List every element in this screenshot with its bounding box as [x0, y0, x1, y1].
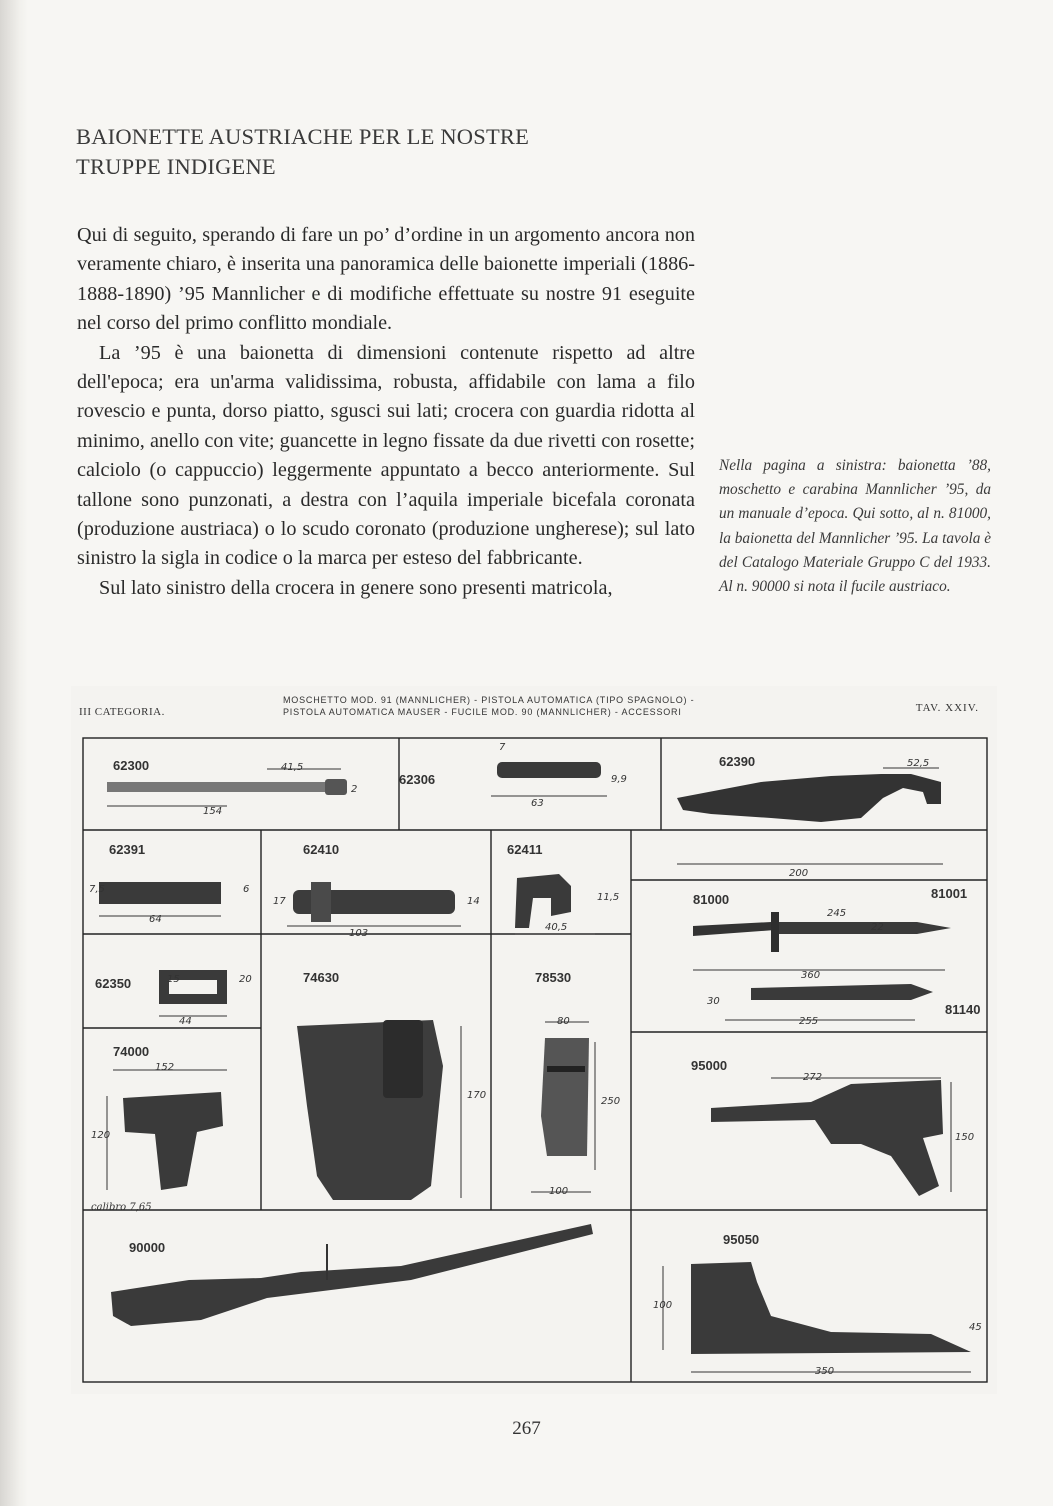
- code-81000: 81000: [693, 892, 730, 907]
- code-81140: 81140: [945, 1002, 981, 1017]
- dim-103: 103: [349, 928, 369, 939]
- paragraph-1: Qui di seguito, sperando di fare un po’ d’ordine in un argomento ancora non veramente chiaro, è inserita una panoramica delle baionette imperiali (1886-1888-1890) ’95 Mannlicher e di modifiche effettuate su nostre 91 eseguite nel corso del primo conflitto mondiale.: [77, 224, 695, 335]
- dim-100: 100: [549, 1186, 569, 1197]
- heading-line-1: BAIONETTE AUSTRIACHE PER LE NOSTRE: [76, 124, 530, 149]
- code-62306: 62306: [399, 772, 436, 787]
- dim-272: 272: [803, 1072, 823, 1083]
- code-62410: 62410: [303, 842, 340, 857]
- calibre-caption: calibro 7,65: [91, 1202, 152, 1213]
- dim-120: 120: [91, 1130, 111, 1141]
- dim-80: 80: [557, 1016, 570, 1027]
- part-62410-drawing: [287, 882, 461, 926]
- catalogue-plate: [71, 686, 997, 1394]
- dim-255: 255: [799, 1016, 819, 1027]
- dim-40-5: 40,5: [545, 922, 568, 933]
- plate-number: TAV. XXIV.: [915, 702, 979, 714]
- dim-250: 250: [601, 1096, 621, 1107]
- code-62391: 62391: [109, 842, 146, 857]
- code-62300: 62300: [113, 758, 150, 773]
- strap-78530-drawing: [531, 1022, 595, 1192]
- dim-245: 245: [827, 908, 847, 919]
- dim-152: 152: [155, 1062, 175, 1073]
- dim-170: 170: [467, 1090, 487, 1101]
- paragraph-2: La ’95 è una baionetta di dimensioni contenute rispetto ad altre dell'epoca; era un'arma validissima, robusta, affidabile con lama a filo rovescio e punta, dorso piatto, sgusci sui lati; crocera con guardia ridotta al minimo, anello con vite; guancette in legno fissate da due rivetti con rosette; calciolo (o cappuccio) leggermente appuntato a becco anteriormente. Sul tallone sono punzonati, a destra con l’aquila imperiale bicefala coronata (produzione austriaca) o lo scudo coronato (produzione ungherese); sul lato sinistro la sigla in codice o la marca per esteso del fabbricante.: [77, 341, 695, 570]
- dim-350: 350: [815, 1366, 835, 1377]
- code-74000: 74000: [113, 1044, 150, 1059]
- dim-45: 45: [969, 1322, 982, 1333]
- dim-20: 20: [239, 974, 252, 985]
- code-62350: 62350: [95, 976, 132, 991]
- dim-17: 17: [273, 896, 286, 907]
- dim-52-5: 52,5: [907, 758, 930, 769]
- dim-7-5: 7,5: [89, 884, 105, 895]
- code-90000: 90000: [129, 1240, 166, 1255]
- dim-64: 64: [149, 914, 162, 925]
- dim-6: 6: [243, 884, 250, 895]
- code-95000: 95000: [691, 1058, 728, 1073]
- section-heading: [76, 122, 636, 182]
- side-note-caption: Nella pagina a sinistra: baionetta ’88, moschetto e carabina Mannlicher ’95, da un manuale d’epoca. Qui sotto, al n. 81000, la baionetta del Mannlicher ’95. La tavola è del Catalogo Materiale Gruppo C del 1933. Al n. 90000 si nota il fucile austriaco.: [719, 457, 991, 596]
- plate-drawings: [71, 686, 997, 1394]
- code-62411: 62411: [507, 842, 543, 857]
- code-81001: 81001: [931, 886, 968, 901]
- code-95050: 95050: [723, 1232, 760, 1247]
- spring-drawing: [491, 762, 607, 796]
- dim-7: 7: [499, 742, 506, 753]
- dim-63: 63: [531, 798, 544, 809]
- plate-title-line-2: PISTOLA AUTOMATICA MAUSER - FUCILE MOD. 90 (MANNLICHER) - ACCESSORI: [283, 707, 682, 717]
- stock-95050-drawing: [663, 1262, 971, 1372]
- dim-14: 14: [467, 896, 480, 907]
- part-62391-drawing: [99, 882, 221, 916]
- dim-360: 360: [801, 970, 821, 981]
- page-number: 267: [512, 1418, 541, 1439]
- dim-100-stock: 100: [653, 1300, 673, 1311]
- dim-30: 30: [707, 996, 720, 1007]
- holster-74630-drawing: [297, 1020, 461, 1200]
- paragraph-3: Sul lato sinistro della crocera in genere sono presenti matricola,: [99, 576, 613, 599]
- dim-2: 2: [351, 784, 358, 795]
- dim-150: 150: [955, 1132, 975, 1143]
- pistol-74000-drawing: [107, 1070, 227, 1190]
- dim-200: 200: [789, 868, 809, 879]
- code-78530: 78530: [535, 970, 572, 985]
- body-text: [77, 221, 695, 603]
- heading-line-2: TRUPPE INDIGENE: [76, 154, 276, 179]
- dim-41-5: 41,5: [281, 762, 304, 773]
- dim-9-9: 9,9: [611, 774, 627, 785]
- cleaning-rod-drawing: [107, 769, 347, 806]
- dim-11-5: 11,5: [597, 892, 620, 903]
- trigger-guard-drawing: [677, 768, 943, 864]
- code-74630: 74630: [303, 970, 340, 985]
- pistol-95000-drawing: [711, 1078, 951, 1196]
- dim-22: 22: [871, 922, 884, 933]
- plate-title-line-1: MOSCHETTO MOD. 91 (MANNLICHER) - PISTOLA AUTOMATICA (TIPO SPAGNOLO) -: [283, 695, 695, 705]
- code-62390: 62390: [719, 754, 756, 769]
- dim-154: 154: [203, 806, 223, 817]
- dim-44: 44: [179, 1016, 192, 1027]
- scabbard-81140-drawing: [725, 984, 933, 1020]
- plate-category: III CATEGORIA.: [79, 706, 165, 718]
- bayonet-81000-drawing: [693, 912, 951, 970]
- page-gutter-shadow: [0, 0, 28, 1506]
- rifle-90000-drawing: [111, 1224, 593, 1326]
- dim-15: 15: [167, 974, 180, 985]
